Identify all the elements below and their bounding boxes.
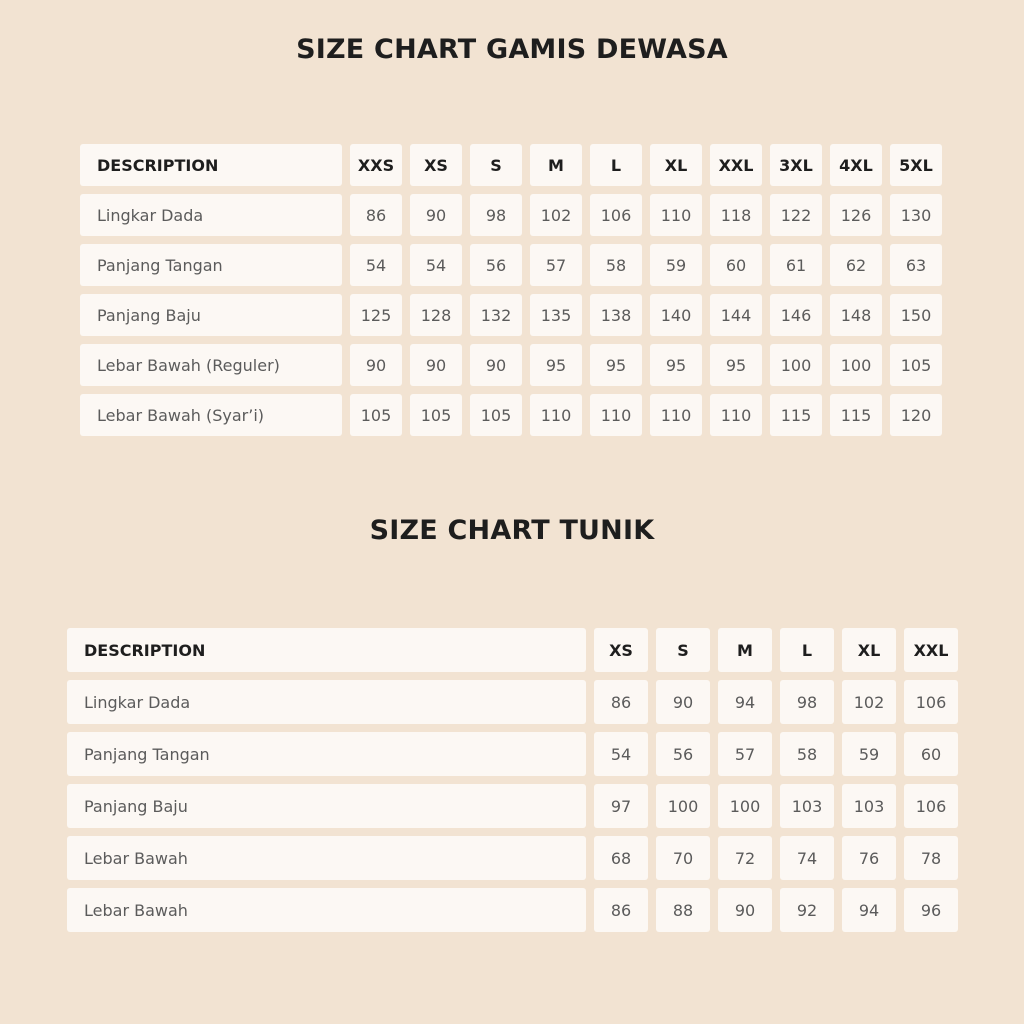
tunik-header-size: XS bbox=[594, 628, 648, 672]
gamis-header-size: XXS bbox=[350, 144, 402, 186]
tunik-row-value: 106 bbox=[904, 784, 958, 828]
gamis-row-value: 115 bbox=[830, 394, 882, 436]
tunik-row-value: 74 bbox=[780, 836, 834, 880]
gamis-row-value: 54 bbox=[410, 244, 462, 286]
gamis-row-value: 100 bbox=[830, 344, 882, 386]
tunik-header-size: S bbox=[656, 628, 710, 672]
gamis-row-label: Lebar Bawah (Reguler) bbox=[80, 344, 342, 386]
gamis-row-value: 125 bbox=[350, 294, 402, 336]
tunik-row-value: 72 bbox=[718, 836, 772, 880]
gamis-row-value: 110 bbox=[710, 394, 762, 436]
gamis-row-value: 144 bbox=[710, 294, 762, 336]
gamis-row-value: 58 bbox=[590, 244, 642, 286]
tunik-row-value: 60 bbox=[904, 732, 958, 776]
gamis-row-value: 54 bbox=[350, 244, 402, 286]
tunik-row-value: 76 bbox=[842, 836, 896, 880]
gamis-row-value: 148 bbox=[830, 294, 882, 336]
tunik-header-size: XL bbox=[842, 628, 896, 672]
gamis-row-value: 63 bbox=[890, 244, 942, 286]
gamis-row-value: 115 bbox=[770, 394, 822, 436]
tunik-row-value: 96 bbox=[904, 888, 958, 932]
gamis-header-size: XL bbox=[650, 144, 702, 186]
gamis-row-value: 110 bbox=[590, 394, 642, 436]
tunik-row-value: 94 bbox=[842, 888, 896, 932]
tunik-row-value: 59 bbox=[842, 732, 896, 776]
gamis-row-value: 132 bbox=[470, 294, 522, 336]
tunik-row-value: 103 bbox=[842, 784, 896, 828]
gamis-row-value: 98 bbox=[470, 194, 522, 236]
gamis-row-value: 110 bbox=[650, 194, 702, 236]
gamis-row-value: 102 bbox=[530, 194, 582, 236]
tunik-row-value: 100 bbox=[656, 784, 710, 828]
gamis-row-value: 106 bbox=[590, 194, 642, 236]
gamis-row-value: 95 bbox=[530, 344, 582, 386]
tunik-row-value: 70 bbox=[656, 836, 710, 880]
gamis-row-value: 62 bbox=[830, 244, 882, 286]
tunik-row-value: 86 bbox=[594, 680, 648, 724]
gamis-header-size: 3XL bbox=[770, 144, 822, 186]
gamis-header-size: S bbox=[470, 144, 522, 186]
tunik-row-label: Lebar Bawah bbox=[67, 836, 586, 880]
tunik-row-value: 56 bbox=[656, 732, 710, 776]
gamis-row-value: 105 bbox=[470, 394, 522, 436]
gamis-row-value: 126 bbox=[830, 194, 882, 236]
tunik-row-value: 57 bbox=[718, 732, 772, 776]
tunik-row-value: 98 bbox=[780, 680, 834, 724]
tunik-header-size: XXL bbox=[904, 628, 958, 672]
gamis-row-value: 56 bbox=[470, 244, 522, 286]
gamis-row-value: 150 bbox=[890, 294, 942, 336]
tunik-header-size: L bbox=[780, 628, 834, 672]
tunik-size-table bbox=[67, 628, 958, 932]
gamis-row-value: 90 bbox=[410, 194, 462, 236]
gamis-header-size: L bbox=[590, 144, 642, 186]
gamis-row-value: 59 bbox=[650, 244, 702, 286]
tunik-size-chart-title: SIZE CHART TUNIK bbox=[369, 515, 655, 546]
gamis-row-label: Panjang Tangan bbox=[80, 244, 342, 286]
gamis-row-value: 130 bbox=[890, 194, 942, 236]
tunik-row-value: 106 bbox=[904, 680, 958, 724]
gamis-row-value: 135 bbox=[530, 294, 582, 336]
tunik-row-value: 90 bbox=[718, 888, 772, 932]
gamis-header-size: M bbox=[530, 144, 582, 186]
gamis-row-value: 95 bbox=[650, 344, 702, 386]
gamis-row-label: Lebar Bawah (Syar’i) bbox=[80, 394, 342, 436]
gamis-row-value: 100 bbox=[770, 344, 822, 386]
tunik-row-value: 68 bbox=[594, 836, 648, 880]
gamis-row-value: 86 bbox=[350, 194, 402, 236]
tunik-row-value: 58 bbox=[780, 732, 834, 776]
gamis-row-value: 95 bbox=[710, 344, 762, 386]
gamis-row-value: 105 bbox=[890, 344, 942, 386]
gamis-row-value: 118 bbox=[710, 194, 762, 236]
tunik-row-value: 97 bbox=[594, 784, 648, 828]
gamis-header-size: 4XL bbox=[830, 144, 882, 186]
gamis-row-value: 110 bbox=[650, 394, 702, 436]
gamis-row-value: 61 bbox=[770, 244, 822, 286]
gamis-row-label: Lingkar Dada bbox=[80, 194, 342, 236]
tunik-row-value: 100 bbox=[718, 784, 772, 828]
tunik-header-size: M bbox=[718, 628, 772, 672]
gamis-header-size: 5XL bbox=[890, 144, 942, 186]
gamis-row-value: 105 bbox=[350, 394, 402, 436]
gamis-row-value: 90 bbox=[350, 344, 402, 386]
gamis-row-value: 120 bbox=[890, 394, 942, 436]
tunik-row-label: Panjang Tangan bbox=[67, 732, 586, 776]
tunik-row-value: 86 bbox=[594, 888, 648, 932]
gamis-size-chart-title: SIZE CHART GAMIS DEWASA bbox=[296, 34, 728, 65]
tunik-row-value: 92 bbox=[780, 888, 834, 932]
gamis-row-label: Panjang Baju bbox=[80, 294, 342, 336]
tunik-row-value: 102 bbox=[842, 680, 896, 724]
tunik-row-value: 54 bbox=[594, 732, 648, 776]
gamis-row-value: 110 bbox=[530, 394, 582, 436]
tunik-row-label: Panjang Baju bbox=[67, 784, 586, 828]
gamis-row-value: 90 bbox=[470, 344, 522, 386]
tunik-header-description: DESCRIPTION bbox=[67, 628, 586, 672]
gamis-row-value: 60 bbox=[710, 244, 762, 286]
tunik-row-value: 103 bbox=[780, 784, 834, 828]
gamis-row-value: 138 bbox=[590, 294, 642, 336]
gamis-row-value: 95 bbox=[590, 344, 642, 386]
gamis-header-size: XS bbox=[410, 144, 462, 186]
tunik-row-value: 94 bbox=[718, 680, 772, 724]
gamis-header-description: DESCRIPTION bbox=[80, 144, 342, 186]
gamis-size-table bbox=[80, 144, 942, 436]
tunik-row-value: 78 bbox=[904, 836, 958, 880]
gamis-row-value: 146 bbox=[770, 294, 822, 336]
gamis-row-value: 128 bbox=[410, 294, 462, 336]
gamis-header-size: XXL bbox=[710, 144, 762, 186]
gamis-row-value: 90 bbox=[410, 344, 462, 386]
gamis-row-value: 122 bbox=[770, 194, 822, 236]
gamis-row-value: 140 bbox=[650, 294, 702, 336]
gamis-row-value: 57 bbox=[530, 244, 582, 286]
tunik-row-label: Lingkar Dada bbox=[67, 680, 586, 724]
gamis-row-value: 105 bbox=[410, 394, 462, 436]
tunik-row-value: 88 bbox=[656, 888, 710, 932]
tunik-row-value: 90 bbox=[656, 680, 710, 724]
tunik-row-label: Lebar Bawah bbox=[67, 888, 586, 932]
